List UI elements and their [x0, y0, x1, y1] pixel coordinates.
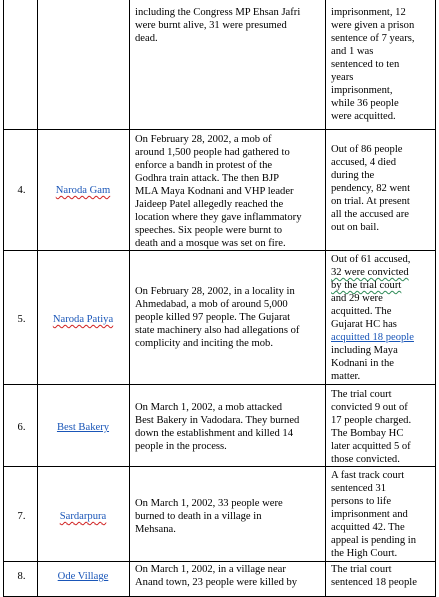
- outcome-line: appeal is pending in: [331, 535, 417, 546]
- description-line: including the Congress MP Ehsan Jafri: [135, 7, 301, 18]
- description-line: people killed 97 people. The Gujarat: [135, 312, 291, 323]
- outcome-line: while 36 people: [331, 98, 399, 109]
- outcome-line: and 1 was: [331, 46, 374, 57]
- description-line: On February 28, 2002, in a locality in: [135, 286, 295, 297]
- description-line: On March 1, 2002, in a village near: [135, 564, 286, 575]
- outcome-line: acquitted 42. The: [331, 522, 405, 533]
- case-name-link[interactable]: Naroda Patiya: [52, 314, 114, 325]
- description-line: around 1,500 people had gathered to: [135, 147, 290, 158]
- row-description: [135, 285, 299, 350]
- row-outcome: [331, 6, 415, 123]
- row-number: 4.: [17, 185, 26, 196]
- description-line: location where they gave inflammatory: [135, 212, 302, 223]
- outcome-line: all the accused are: [331, 209, 409, 220]
- row-description: [135, 563, 297, 589]
- outcome-line: 17 people charged.: [331, 415, 412, 426]
- description-line: Mehsana.: [135, 524, 176, 535]
- outcome-link-line[interactable]: acquitted 18 people: [331, 332, 414, 343]
- description-line: On March 1, 2002, a mob attacked: [135, 402, 283, 413]
- row-divider: [3, 466, 435, 467]
- outcome-line: Gujarat HC has: [331, 319, 397, 330]
- description-line: people in the process.: [135, 441, 227, 452]
- column-divider-3: [325, 0, 326, 597]
- description-line: dead.: [135, 33, 158, 44]
- outcome-line: sentenced 31: [331, 483, 387, 494]
- description-line: death and a mosque was set on fire.: [135, 238, 286, 249]
- outcome-line: imprisonment,: [331, 85, 393, 96]
- row-divider: [3, 129, 435, 130]
- table-border-left: [3, 0, 4, 597]
- column-divider-1: [37, 0, 38, 597]
- row-outcome: [331, 469, 416, 560]
- row-number: 6.: [17, 422, 26, 433]
- outcome-line: those convicted.: [331, 454, 400, 465]
- row-number: 5.: [17, 314, 26, 325]
- outcome-line: Kodnani in the: [331, 358, 394, 369]
- outcome-line: acquitted. The: [331, 306, 392, 317]
- row-number: 8.: [17, 571, 26, 582]
- description-line: complicity and inciting the mob.: [135, 338, 273, 349]
- outcome-line: during the: [331, 170, 375, 181]
- case-name-link[interactable]: Naroda Gam: [55, 185, 111, 196]
- outcome-line: were given a prison: [331, 20, 415, 31]
- case-name-link[interactable]: Ode Village: [57, 571, 109, 582]
- outcome-line: imprisonment, 12: [331, 7, 406, 18]
- row-outcome: [331, 388, 411, 466]
- outcome-line: The trial court: [331, 389, 392, 400]
- column-divider-2: [129, 0, 130, 597]
- outcome-line: and 29 were: [331, 293, 383, 304]
- outcome-line: by the trial court: [331, 280, 402, 291]
- description-line: Jaideep Patel allegedly reached the: [135, 199, 284, 210]
- description-line: On February 28, 2002, a mob of: [135, 134, 272, 145]
- outcome-line: sentence of 7 years,: [331, 33, 415, 44]
- row-number: 7.: [17, 511, 26, 522]
- outcome-line: years: [331, 72, 354, 83]
- row-description: [135, 6, 300, 45]
- description-line: Godhra train attack. The then BJP: [135, 173, 279, 184]
- description-line: enforce a bandh in protest of the: [135, 160, 273, 171]
- description-line: burned to death in a village in: [135, 511, 262, 522]
- row-divider: [3, 561, 435, 562]
- description-line: Best Bakery in Vadodara. They burned: [135, 415, 300, 426]
- outcome-line: Out of 86 people: [331, 144, 403, 155]
- description-line: On March 1, 2002, 33 people were: [135, 498, 283, 509]
- row-outcome: [331, 143, 410, 234]
- outcome-line: later acquitted 5 of: [331, 441, 411, 452]
- outcome-line: matter.: [331, 371, 361, 382]
- outcome-line: Out of 61 accused,: [331, 254, 411, 265]
- outcome-line: A fast track court: [331, 470, 405, 481]
- outcome-line: convicted 9 out of: [331, 402, 408, 413]
- outcome-line: on trial. At present: [331, 196, 410, 207]
- outcome-line: pendency, 82 went: [331, 183, 411, 194]
- case-name-link[interactable]: Sardarpura: [59, 511, 107, 522]
- case-name-link[interactable]: Best Bakery: [56, 422, 110, 433]
- outcome-line: were acquitted.: [331, 111, 396, 122]
- row-description: [135, 401, 299, 453]
- outcome-line: The Bombay HC: [331, 428, 404, 439]
- outcome-line: imprisonment and: [331, 509, 408, 520]
- outcome-line: including Maya: [331, 345, 398, 356]
- outcome-line: the High Court.: [331, 548, 398, 559]
- outcome-line: The trial court: [331, 564, 392, 575]
- row-description: [135, 133, 302, 250]
- description-line: Ahmedabad, a mob of around 5,000: [135, 299, 288, 310]
- outcome-line: accused, 4 died: [331, 157, 397, 168]
- row-description: [135, 497, 283, 536]
- description-line: were burnt alive, 31 were presumed: [135, 20, 287, 31]
- outcome-line: 32 were convicted: [331, 267, 409, 278]
- outcome-line: persons to life: [331, 496, 392, 507]
- outcome-line: sentenced 18 people: [331, 577, 417, 588]
- description-line: Anand town, 23 people were killed by: [135, 577, 298, 588]
- description-line: MLA Maya Kodnani and VHP leader: [135, 186, 294, 197]
- table-border-right: [435, 0, 436, 597]
- description-line: state machinery also had allegations of: [135, 325, 300, 336]
- outcome-line: sentenced to ten: [331, 59, 400, 70]
- row-divider: [3, 384, 435, 385]
- row-divider: [3, 250, 435, 251]
- row-outcome: [331, 563, 417, 589]
- row-outcome: [331, 253, 414, 383]
- outcome-line: out on bail.: [331, 222, 379, 233]
- description-line: down the establishment and killed 14: [135, 428, 293, 439]
- description-line: speeches. Six people were burnt to: [135, 225, 283, 236]
